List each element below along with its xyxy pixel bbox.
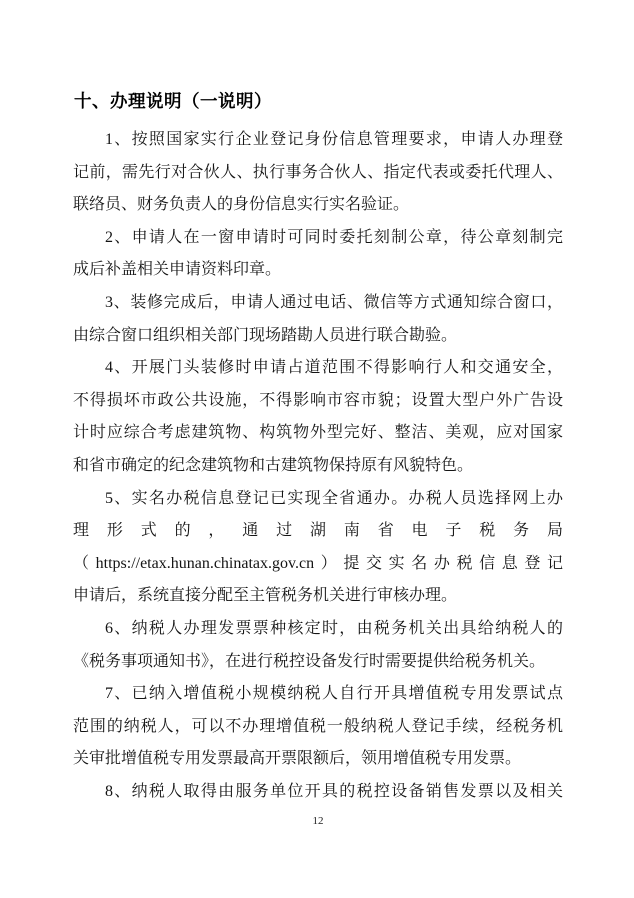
document-body (73, 124, 563, 808)
body-line: 8、纳税人取得由服务单位开具的税控设备销售发票以及相关 (105, 782, 563, 800)
body-line: 记前，需先行对合伙人、执行事务合伙人、指定代表或委托代理人、 (73, 163, 563, 181)
body-line: 联络员、财务负责人的身份信息实行实名验证。 (73, 196, 410, 214)
body-line: 范围的纳税人，可以不办理增值税一般纳税人登记手续，经税务机 (73, 717, 563, 735)
body-line: 4、开展门头装修时申请占道范围不得影响行人和交通安全， (105, 359, 563, 377)
body-line: 由综合窗口组织相关部门现场踏勘人员进行联合勘验。 (73, 326, 458, 344)
body-line: 申请后，系统直接分配至主管税务机关进行审核办理。 (73, 587, 458, 605)
body-line: 理形式的，通过湖南省电子税务局 (73, 522, 563, 540)
body-line: 1、按照国家实行企业登记身份信息管理要求，申请人办理登 (105, 131, 563, 148)
body-line: 和省市确定的纪念建筑物和古建筑物保持原有风貌特色。 (73, 456, 474, 474)
body-line: 《税务事项通知书》，在进行税控设备发行时需要提供给税务机关。 (73, 652, 546, 670)
body-line: 3、装修完成后，申请人通过电话、微信等方式通知综合窗口， (105, 293, 563, 311)
page-title: 十、办理说明（一说明） (74, 91, 272, 111)
body-line: 6、纳税人办理发票票种核定时，由税务机关出具给纳税人的 (105, 619, 563, 637)
body-line: 不得损坏市政公共设施，不得影响市容市貌；设置大型户外广告设 (73, 391, 563, 409)
body-line: 5、实名办税信息登记已实现全省通办。办税人员选择网上办 (105, 489, 563, 507)
page-number: 12 (312, 815, 324, 828)
body-line: 2、申请人在一窗申请时可同时委托刻制公章，待公章刻制完 (105, 228, 563, 246)
body-line: 计时应综合考虑建筑物、构筑物外型完好、整洁、美观，应对国家 (73, 424, 563, 442)
body-line: 成后补盖相关申请资料印章。 (73, 261, 282, 279)
body-line: 关审批增值税专用发票最高开票限额后，领用增值税专用发票。 (73, 750, 522, 768)
body-line: （https://etax.hunan.chinatax.gov.cn）提交实名办税信息登记 (73, 554, 563, 572)
body-line: 7、已纳入增值税小规模纳税人自行开具增值税专用发票试点 (105, 685, 563, 703)
